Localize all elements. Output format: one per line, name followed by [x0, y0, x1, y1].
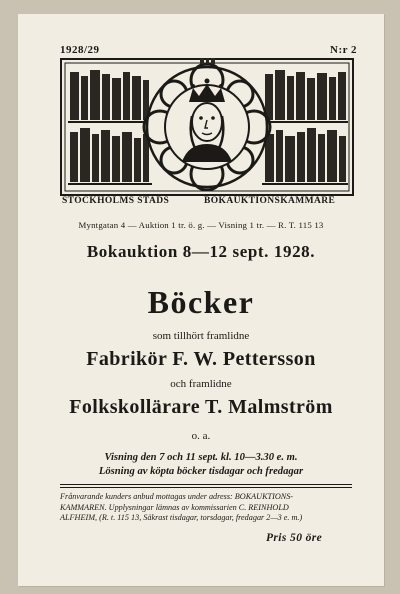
and-others-note: o. a.	[191, 430, 211, 442]
main-title: Böcker	[147, 284, 255, 320]
auction-title: Bokauktion 8—12 sept. 1928.	[86, 242, 316, 261]
subtitle-owned-by: som tillhört framlidne	[152, 330, 250, 342]
owner-name-1: Fabrikör F. W. Pettersson	[86, 348, 316, 370]
subtitle-and-late: och framlidne	[170, 378, 232, 390]
divider-rule	[60, 487, 352, 488]
price-label: Pris 50 öre	[266, 532, 323, 544]
city-label: STOCKHOLMS STADS	[62, 196, 170, 206]
owner-name-2: Folkskollärare T. Malmström	[69, 396, 333, 418]
divider-rule	[60, 484, 352, 485]
crowned-head-emblem-icon	[60, 58, 354, 196]
notice-line: Frånvarande kunders anbud mottagas under adress: BOKAUKTIONS-	[60, 492, 294, 501]
notice-line: KAMMAREN. Upplysningar lämnas av kommissarien C. REINHOLD	[60, 502, 289, 512]
notice-line: ALFHEIM, (R. t. 115 13, Säkrast tisdagar, torsdagar, fredagar 2—3 e. m.)	[60, 513, 303, 522]
viewing-hours: Visning den 7 och 11 sept. kl. 10—3.30 e. m.	[104, 452, 298, 463]
volume-year: 1928/29	[60, 44, 100, 56]
catalogue-cover	[18, 14, 384, 586]
institution-label: BOKAUKTIONSKAMMARE	[204, 196, 336, 206]
issue-number: N:r 2	[330, 44, 358, 56]
address-line: Myntgatan 4 — Auktion 1 tr. ö. g. — Visning 1 tr. — R. T. 115 13	[78, 220, 324, 230]
pickup-days: Lösning av köpta böcker tisdagar och fredagar	[98, 466, 304, 477]
bids-notice	[60, 492, 354, 524]
